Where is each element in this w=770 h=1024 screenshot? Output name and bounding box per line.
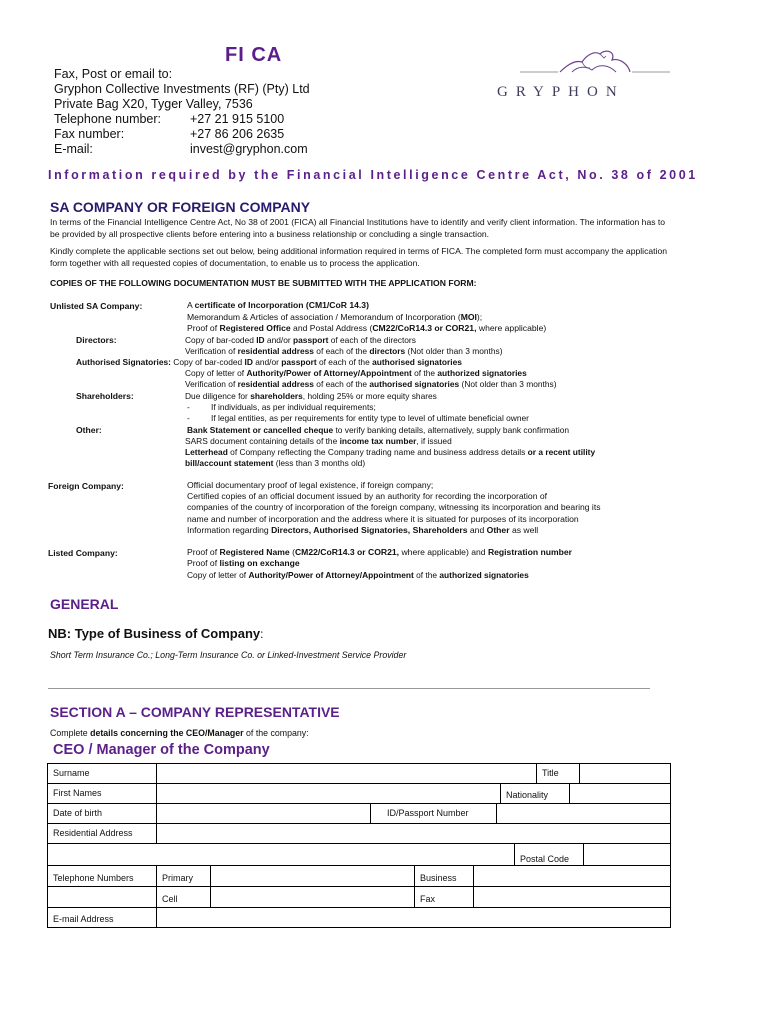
- other-line-1: [187, 425, 569, 437]
- telephone-label: Telephone number:: [54, 112, 162, 126]
- sa-company-heading: SA COMPANY OR FOREIGN COMPANY: [50, 199, 311, 215]
- section-a-instructions: [50, 728, 309, 738]
- text: residential address: [237, 346, 314, 356]
- business-label: Business: [414, 865, 474, 887]
- surname-label: Surname: [47, 763, 157, 784]
- title-field[interactable]: [579, 763, 671, 784]
- fax-value: +27 86 206 2635: [190, 127, 285, 141]
- text: shareholders: [250, 391, 303, 401]
- text: to verify banking details, alternatively, supply bank confirmation: [333, 425, 570, 435]
- share-line-1: [185, 391, 437, 403]
- telephone-row: [54, 112, 284, 127]
- email-address-label: E-mail Address: [47, 907, 157, 928]
- text: authorized signatories: [439, 570, 529, 580]
- text: Memorandum & Articles of association / Memorandum of Incorporation (: [187, 312, 461, 322]
- text: listing on exchange: [219, 558, 300, 568]
- text: Letterhead: [185, 447, 228, 457]
- directors-label: Directors:: [76, 335, 117, 345]
- text: (: [289, 547, 295, 557]
- text: and/or: [252, 357, 282, 367]
- text: Proof of: [187, 323, 220, 333]
- share-dash-1: -: [187, 402, 190, 412]
- auth-label: Authorised Signatories:: [76, 357, 171, 367]
- text: CM22/CoR14.3 or COR21,: [372, 323, 477, 333]
- text: passport: [281, 357, 317, 367]
- text: authorised signatories: [372, 357, 462, 367]
- residential-address-field[interactable]: [156, 823, 671, 844]
- act-heading: Information required by the Financial Intelligence Centre Act, No. 38 of 2001: [48, 168, 698, 182]
- text: CM22/CoR14.3 or COR21,: [294, 547, 400, 557]
- text: where applicable): [476, 323, 547, 333]
- email-row: [54, 142, 308, 157]
- page-title: FI CA: [225, 44, 283, 66]
- text: Other: [486, 525, 510, 535]
- first-names-field[interactable]: [156, 783, 501, 804]
- share-line-3: If legal entities, as per requirements for entity type to level of ultimate beneficial owner: [211, 413, 529, 423]
- foreign-line-4: name and number of incorporation and the address where it is situated for purposes of its incorporation: [187, 514, 579, 524]
- section-a-heading: SECTION A – COMPANY REPRESENTATIVE: [50, 704, 340, 720]
- text: (Not older than 3 months): [405, 346, 503, 356]
- telephone-numbers-label: Telephone Numbers: [47, 865, 157, 887]
- shareholders-label: Shareholders:: [76, 391, 134, 401]
- share-line-2: If individuals, as per individual requirements;: [211, 402, 376, 412]
- text: certificate of Incorporation (CM1/CoR 14.3): [194, 300, 369, 310]
- residential-address-label: Residential Address: [47, 823, 157, 844]
- text: NB: Type of Business of Company: [48, 626, 261, 641]
- email-value: invest@gryphon.com: [190, 142, 308, 156]
- text: bill/account statement: [185, 458, 274, 468]
- company-name: Gryphon Collective Investments (RF) (Pty) Ltd: [54, 82, 310, 96]
- email-label: E-mail:: [54, 142, 93, 156]
- listed-line-2: [187, 558, 300, 570]
- text: of the company:: [243, 728, 309, 738]
- text: Proof of: [187, 547, 220, 557]
- postal-code-label: Postal Code: [514, 843, 584, 866]
- other-label: Other:: [76, 425, 102, 435]
- fax-row: [54, 127, 284, 142]
- text: ID: [256, 335, 265, 345]
- text: as well: [509, 525, 539, 535]
- nationality-field[interactable]: [569, 783, 671, 804]
- general-heading: GENERAL: [50, 596, 119, 612]
- business-type-heading: [48, 626, 263, 641]
- text: Proof of: [187, 558, 220, 568]
- text: Due diligence for: [185, 391, 251, 401]
- text: Registered Name: [219, 547, 290, 557]
- unlisted-line-3: [187, 323, 546, 335]
- text: details concerning the CEO/Manager: [90, 728, 244, 738]
- text: authorized signatories: [437, 368, 527, 378]
- text: or a recent utility: [527, 447, 596, 457]
- auth-line-2: [185, 368, 527, 380]
- fax-form-label: Fax: [414, 886, 474, 908]
- foreign-line-3: companies of the country of incorporation of the foreign company, witnessing its incorporation and bearing its: [187, 502, 601, 512]
- business-phone-field[interactable]: [473, 865, 671, 887]
- telephone-value: +27 21 915 5100: [190, 112, 285, 126]
- auth-line-3: [185, 379, 557, 391]
- directors-line-1: [185, 335, 416, 347]
- text: :: [260, 627, 264, 641]
- listed-line-3: [187, 570, 529, 582]
- text: Directors, Authorised Signatories, Shareholders: [271, 525, 468, 535]
- text: (Not older than 3 months): [459, 379, 557, 389]
- nationality-label: Nationality: [500, 783, 570, 804]
- text: Bank Statement or cancelled cheque: [187, 425, 334, 435]
- text: Authority/Power of Attorney/Appointment: [246, 368, 412, 378]
- text: Verification of: [185, 346, 238, 356]
- text: Registration number: [487, 547, 572, 557]
- text: passport: [293, 335, 329, 345]
- text: of each of the: [313, 379, 370, 389]
- residential-address-field-2[interactable]: [47, 843, 515, 866]
- postal-code-field[interactable]: [583, 843, 671, 866]
- text: of the: [413, 570, 440, 580]
- directors-line-2: [185, 346, 503, 358]
- text: );: [476, 312, 483, 322]
- auth-line-1: [76, 357, 462, 369]
- text: A: [187, 300, 195, 310]
- postal-address: Private Bag X20, Tyger Valley, 7536: [54, 97, 253, 111]
- text: Authority/Power of Attorney/Appointment: [248, 570, 414, 580]
- telephone-numbers-spacer: [47, 886, 157, 908]
- other-line-2: [185, 436, 452, 448]
- unlisted-line-1: [187, 300, 369, 312]
- id-passport-label: ID/Passport Number: [370, 803, 497, 824]
- logo-text: GRYPHON: [497, 84, 625, 100]
- text: , holding 25% or more equity shares: [302, 391, 437, 401]
- share-dash-2: -: [187, 413, 190, 423]
- listed-line-1: [187, 547, 572, 559]
- contact-intro: Fax, Post or email to:: [54, 67, 173, 81]
- dob-label: Date of birth: [47, 803, 157, 824]
- ceo-heading: CEO / Manager of the Company: [53, 742, 270, 758]
- fax-field[interactable]: [473, 886, 671, 908]
- instructions-paragraph: Kindly complete the applicable sections set out below, being additional information required in terms of FICA. The completed form must accompany the application form together with all requested copies of documentation, to enable us to process the application.: [50, 246, 668, 268]
- text: of each of the: [316, 357, 373, 367]
- foreign-line-1: Official documentary proof of legal existence, if foreign company;: [187, 480, 434, 490]
- business-types: Short Term Insurance Co.; Long-Term Insurance Co. or Linked-Investment Service Provider: [50, 650, 407, 660]
- fax-label: Fax number:: [54, 127, 125, 141]
- text: Copy of letter of: [185, 368, 247, 378]
- text: Verification of: [185, 379, 238, 389]
- primary-phone-field[interactable]: [210, 865, 415, 887]
- text: Copy of letter of: [187, 570, 249, 580]
- surname-field[interactable]: [156, 763, 537, 784]
- text: and/or: [264, 335, 294, 345]
- text: Information regarding: [187, 525, 272, 535]
- text: of each of the directors: [328, 335, 416, 345]
- cell-phone-field[interactable]: [210, 886, 415, 908]
- foreign-label: Foreign Company:: [48, 481, 124, 491]
- id-passport-field[interactable]: [496, 803, 671, 824]
- copies-heading: COPIES OF THE FOLLOWING DOCUMENTATION MUST BE SUBMITTED WITH THE APPLICATION FORM:: [50, 278, 477, 288]
- text: MOI: [460, 312, 477, 322]
- text: Registered Office: [219, 323, 291, 333]
- text: of Company reflecting the Company trading name and business address details: [227, 447, 528, 457]
- text: of the: [411, 368, 438, 378]
- unlisted-label: Unlisted SA Company:: [50, 301, 143, 311]
- unlisted-line-2: [187, 312, 482, 324]
- text: where applicable) and: [399, 547, 488, 557]
- other-line-3: [185, 447, 595, 459]
- first-names-label: First Names: [47, 783, 157, 804]
- text: income tax number: [339, 436, 417, 446]
- primary-label: Primary: [156, 865, 211, 887]
- divider: [48, 688, 650, 689]
- text: of each of the: [313, 346, 370, 356]
- listed-label: Listed Company:: [48, 548, 118, 558]
- text: SARS document containing details of the: [185, 436, 340, 446]
- dob-field[interactable]: [156, 803, 371, 824]
- text: , if issued: [416, 436, 452, 446]
- text: Copy of bar-coded: [185, 335, 257, 345]
- email-address-field[interactable]: [156, 907, 671, 928]
- foreign-line-5: [187, 525, 538, 537]
- text: Copy of bar-coded: [170, 357, 245, 367]
- cell-label: Cell: [156, 886, 211, 908]
- text: (less than 3 months old): [273, 458, 366, 468]
- text: Complete: [50, 728, 91, 738]
- other-line-4: [185, 458, 365, 470]
- text: residential address: [237, 379, 314, 389]
- text: and: [467, 525, 487, 535]
- text: directors: [369, 346, 406, 356]
- text: and Postal Address (: [290, 323, 373, 333]
- text: authorised signatories: [369, 379, 460, 389]
- text: ID: [244, 357, 253, 367]
- foreign-line-2: Certified copies of an official document issued by an authority for recording the incorporation of: [187, 491, 548, 501]
- intro-paragraph: In terms of the Financial Intelligence Centre Act, No 38 of 2001 (FICA) all Financial Institutions have to identify and verify client information. The information has to be provided by all prospective clients before entering into a business relationship or concluding a single transaction.: [50, 217, 666, 239]
- title-label: Title: [536, 763, 580, 784]
